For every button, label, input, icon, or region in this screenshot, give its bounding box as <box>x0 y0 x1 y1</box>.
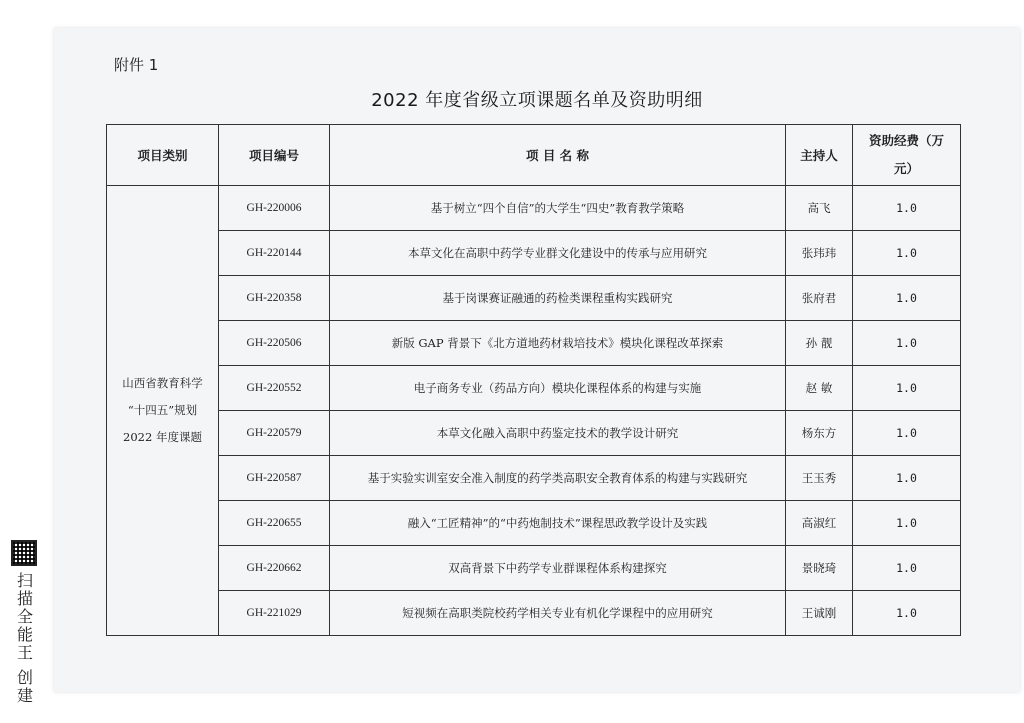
project-code: GH-221029 <box>219 591 330 636</box>
project-host: 高飞 <box>786 186 853 231</box>
project-amount: 1.0 <box>853 231 961 276</box>
project-code: GH-220358 <box>219 276 330 321</box>
category-line2: “十四五”规划 <box>127 403 198 417</box>
project-host: 赵 敏 <box>786 366 853 411</box>
project-name: 本草文化融入高职中药鉴定技术的教学设计研究 <box>330 411 786 456</box>
attachment-label: 附件 1 <box>114 56 159 74</box>
project-name: 短视频在高职类院校药学相关专业有机化学课程中的应用研究 <box>330 591 786 636</box>
category-cell <box>107 186 219 636</box>
category-line3: 2022 年度课题 <box>123 430 202 444</box>
project-amount: 1.0 <box>853 546 961 591</box>
project-code: GH-220144 <box>219 231 330 276</box>
project-name: 电子商务专业（药品方向）模块化课程体系的构建与实施 <box>330 366 786 411</box>
project-amount: 1.0 <box>853 366 961 411</box>
document-title: 2022 年度省级立项课题名单及资助明细 <box>371 90 703 111</box>
fund-header-line1: 资助经费（万 <box>868 133 944 148</box>
project-host: 景晓琦 <box>786 546 853 591</box>
qr-code-icon <box>11 540 37 566</box>
scanner-watermark <box>10 540 38 705</box>
project-host: 王玉秀 <box>786 456 853 501</box>
project-name: 基于树立“四个自信”的大学生“四史”教育教学策略 <box>330 186 786 231</box>
project-code: GH-220587 <box>219 456 330 501</box>
project-amount: 1.0 <box>853 411 961 456</box>
project-code: GH-220579 <box>219 411 330 456</box>
project-amount: 1.0 <box>853 186 961 231</box>
table-row <box>107 456 961 501</box>
project-code: GH-220506 <box>219 321 330 366</box>
fund-header-line2: 元） <box>893 161 919 176</box>
table-row <box>107 501 961 546</box>
project-code: GH-220655 <box>219 501 330 546</box>
project-host: 张玮玮 <box>786 231 853 276</box>
project-host: 杨东方 <box>786 411 853 456</box>
project-code: GH-220552 <box>219 366 330 411</box>
column-header-host: 主持人 <box>786 125 853 186</box>
table-row <box>107 276 961 321</box>
project-name: 新版 GAP 背景下《北方道地药材栽培技术》模块化课程改革探索 <box>330 321 786 366</box>
table-header-row <box>107 125 961 186</box>
project-name: 本草文化在高职中药学专业群文化建设中的传承与应用研究 <box>330 231 786 276</box>
project-name: 双高背景下中药学专业群课程体系构建探究 <box>330 546 786 591</box>
project-name: 融入“工匠精神”的“中药炮制技术”课程思政教学设计及实践 <box>330 501 786 546</box>
project-host: 孙 靓 <box>786 321 853 366</box>
funding-table <box>106 124 961 636</box>
project-host: 高淑红 <box>786 501 853 546</box>
column-header-category: 项目类别 <box>107 125 219 186</box>
table-row <box>107 366 961 411</box>
project-amount: 1.0 <box>853 456 961 501</box>
scanner-watermark-text: 扫描全能王 创建 <box>14 572 34 706</box>
category-line1: 山西省教育科学 <box>122 376 203 390</box>
column-header-name: 项 目 名 称 <box>330 125 786 186</box>
table-row <box>107 546 961 591</box>
project-amount: 1.0 <box>853 276 961 321</box>
project-amount: 1.0 <box>853 591 961 636</box>
project-code: GH-220662 <box>219 546 330 591</box>
table-row <box>107 591 961 636</box>
column-header-code: 项目编号 <box>219 125 330 186</box>
table-row <box>107 186 961 231</box>
table-row <box>107 411 961 456</box>
project-amount: 1.0 <box>853 321 961 366</box>
project-host: 王诚刚 <box>786 591 853 636</box>
project-amount: 1.0 <box>853 501 961 546</box>
project-host: 张府君 <box>786 276 853 321</box>
table-row <box>107 231 961 276</box>
project-name: 基于实验实训室安全准入制度的药学类高职安全教育体系的构建与实践研究 <box>330 456 786 501</box>
project-name: 基于岗课赛证融通的药检类课程重构实践研究 <box>330 276 786 321</box>
table-row <box>107 321 961 366</box>
project-code: GH-220006 <box>219 186 330 231</box>
column-header-fund <box>853 125 961 186</box>
